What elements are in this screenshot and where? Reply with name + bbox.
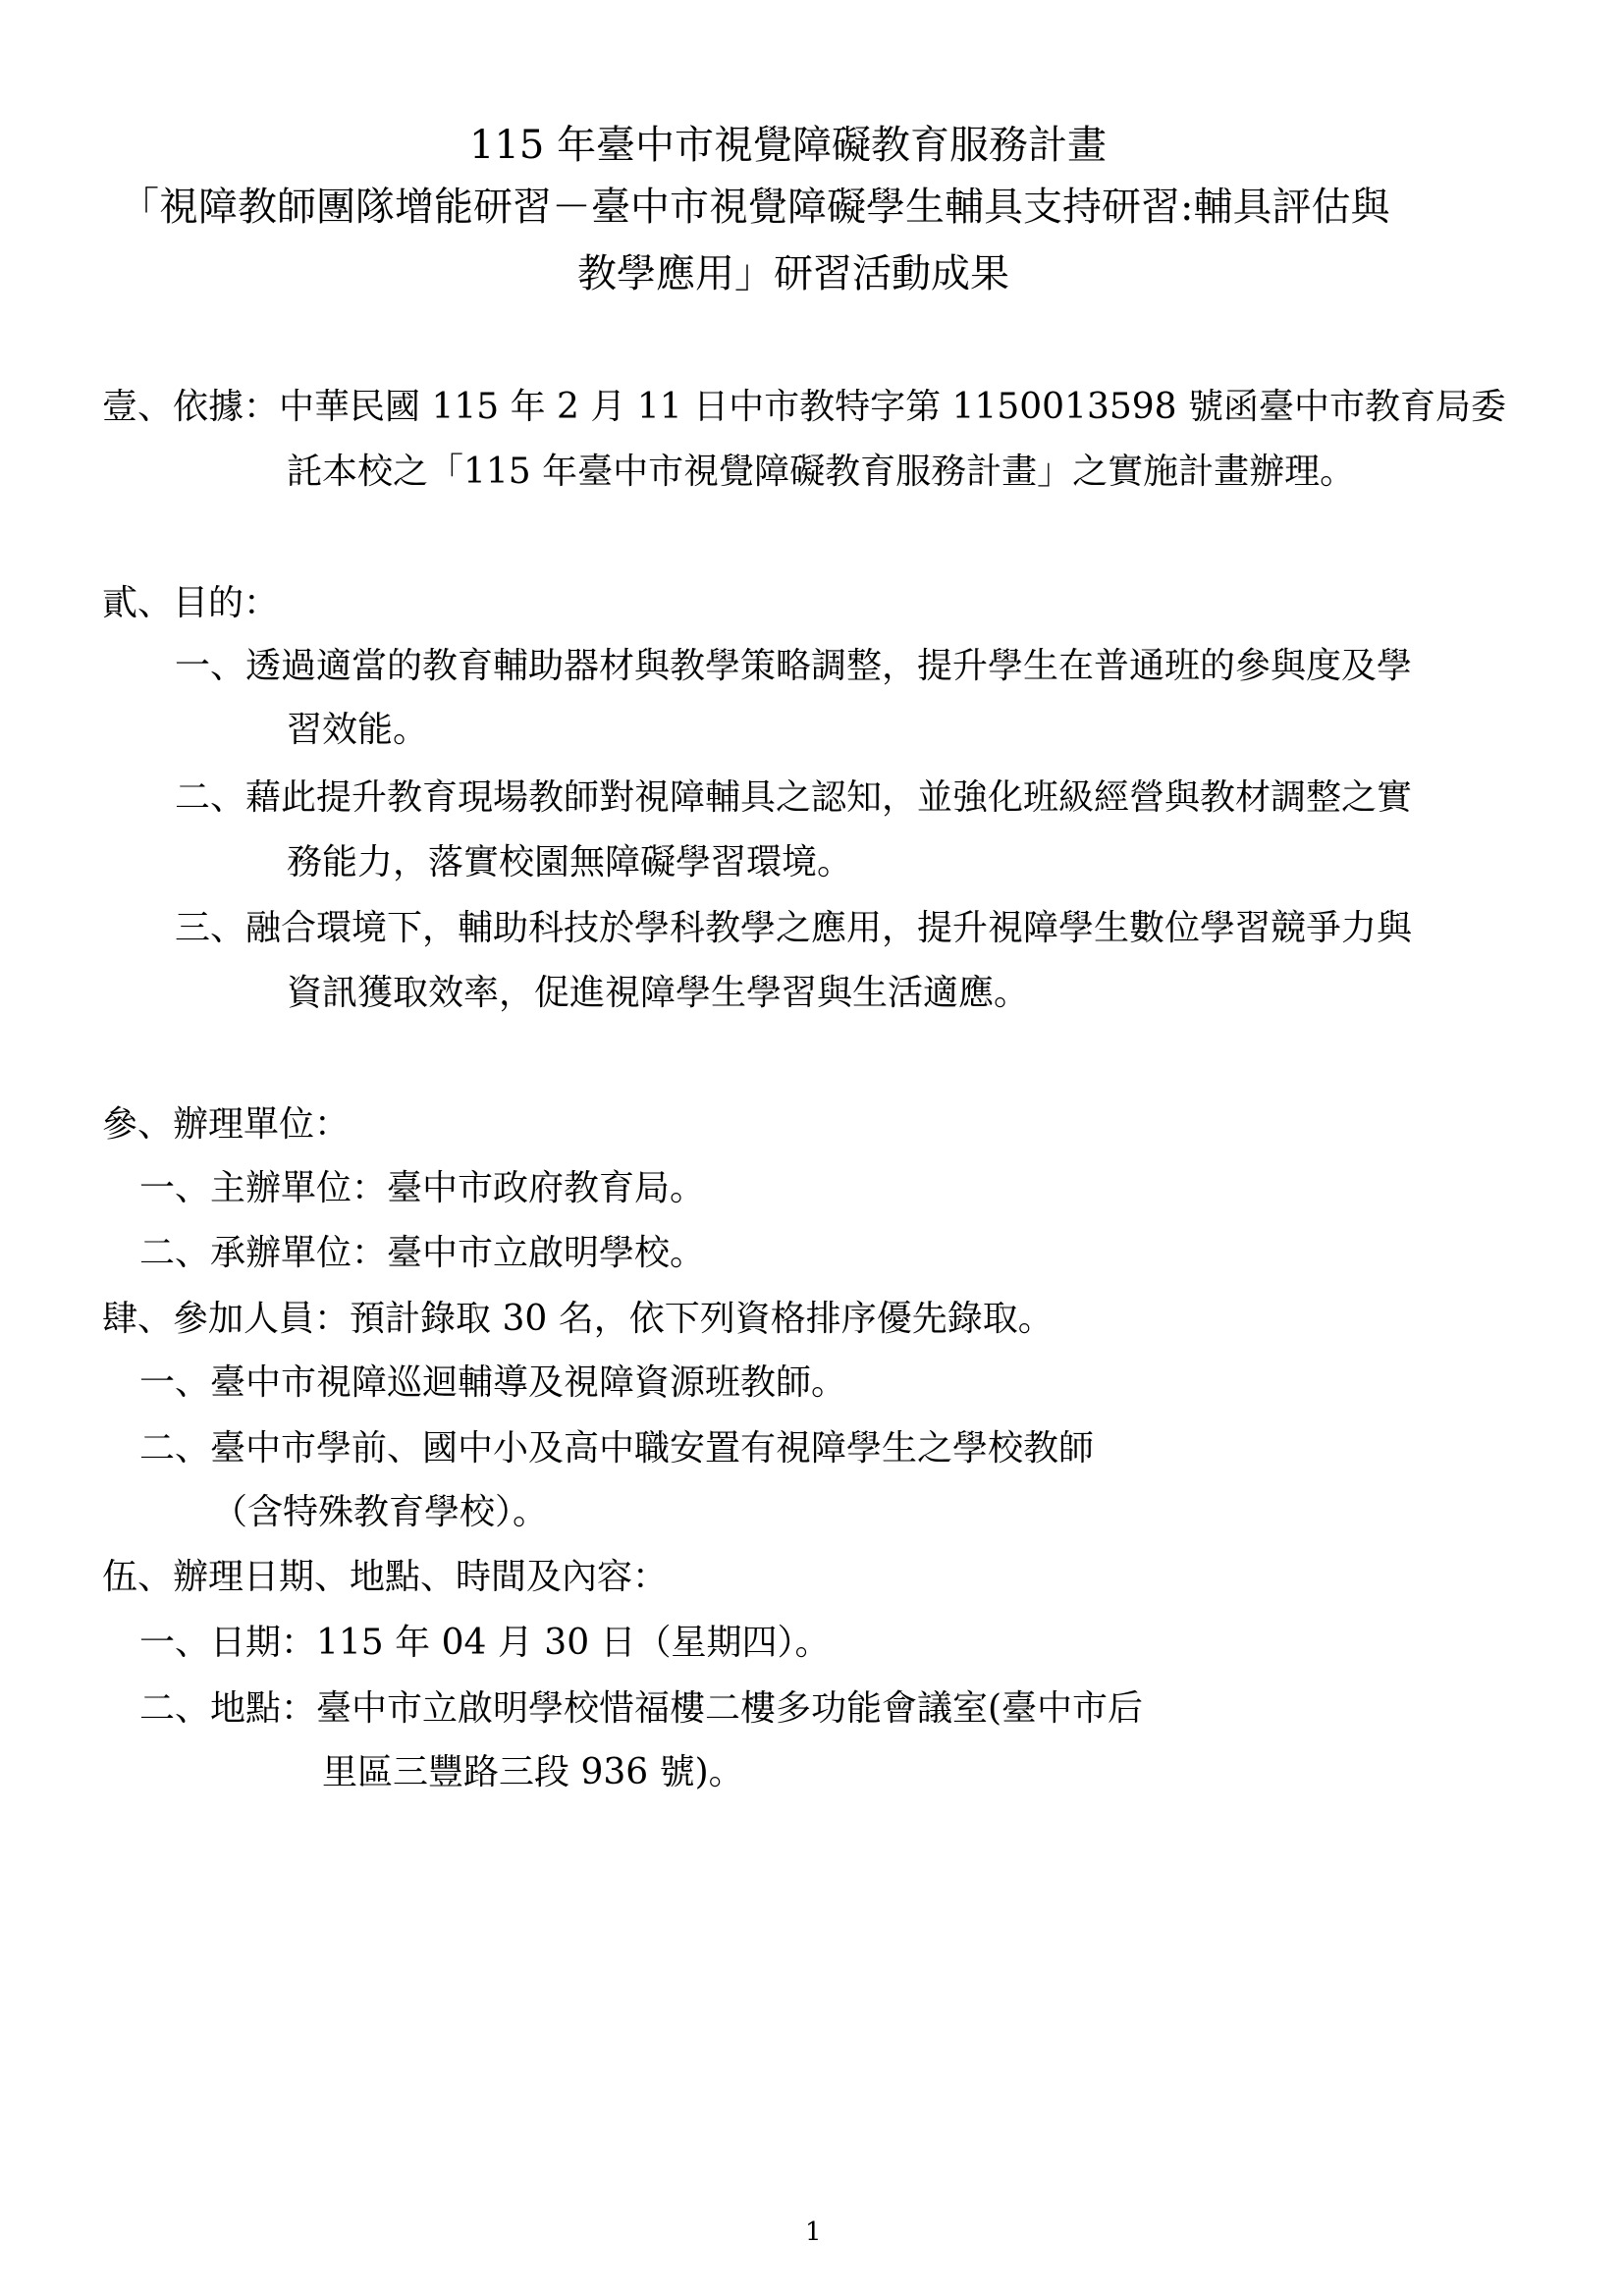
organizer-item-2: 二、承辦單位：臺中市立啟明學校。 [139,1233,706,1273]
participant-item-2-line-1: 二、臺中市學前、國中小及高中職安置有視障學生之學校教師 [139,1428,1095,1468]
section-5-heading: 伍、辦理日期、地點、時間及內容： [102,1557,669,1597]
organizer-item-1: 一、主辦單位：臺中市政府教育局。 [139,1168,706,1208]
title-line-2: 「視障教師團隊增能研習－臺中市視覺障礙學生輔具支持研習:輔具評估與 [120,185,1390,230]
purpose-item-2-line-2: 務能力，落實校園無障礙學習環境。 [287,842,853,882]
section-1-basis-line-1: 壹、依據：中華民國 115 年 2 月 11 日中市教特字第 1150013598 號函臺中市教育局委 [102,387,1507,427]
schedule-venue-line-2: 里區三豐路三段 936 號)。 [322,1752,744,1792]
schedule-date: 一、日期：115 年 04 月 30 日（星期四）。 [139,1623,831,1663]
section-1-basis-line-2: 託本校之「115 年臺中市視覺障礙教育服務計畫」之實施計畫辦理。 [287,452,1356,492]
page-number: 1 [805,2217,822,2247]
schedule-venue-line-1: 二、地點：臺中市立啟明學校惜福樓二樓多功能會議室(臺中市后 [139,1688,1144,1729]
title-line-3: 教學應用」研習活動成果 [577,251,1009,296]
purpose-item-3-line-1: 三、融合環境下，輔助科技於學科教學之應用，提升視障學生數位學習競爭力與 [175,908,1413,948]
section-3-heading: 參、辦理單位： [102,1104,351,1145]
purpose-item-3-line-2: 資訊獲取效率，促進視障學生學習與生活適應。 [287,973,1030,1013]
participant-item-1: 一、臺中市視障巡迴輔導及視障資源班教師。 [139,1362,847,1403]
purpose-item-1-line-1: 一、透過適當的教育輔助器材與教學策略調整，提升學生在普通班的參與度及學 [175,646,1413,686]
participant-item-2-line-2: （含特殊教育學校）。 [212,1492,549,1532]
section-4-heading: 肆、參加人員：預計錄取 30 名，依下列資格排序優先錄取。 [102,1299,1054,1339]
section-2-heading: 貳、目的： [102,583,280,623]
title-line-1: 115 年臺中市視覺障礙教育服務計畫 [469,123,1108,168]
purpose-item-1-line-2: 習效能。 [287,710,429,750]
purpose-item-2-line-1: 二、藉此提升教育現場教師對視障輔具之認知，並強化班級經營與教材調整之實 [175,777,1413,818]
